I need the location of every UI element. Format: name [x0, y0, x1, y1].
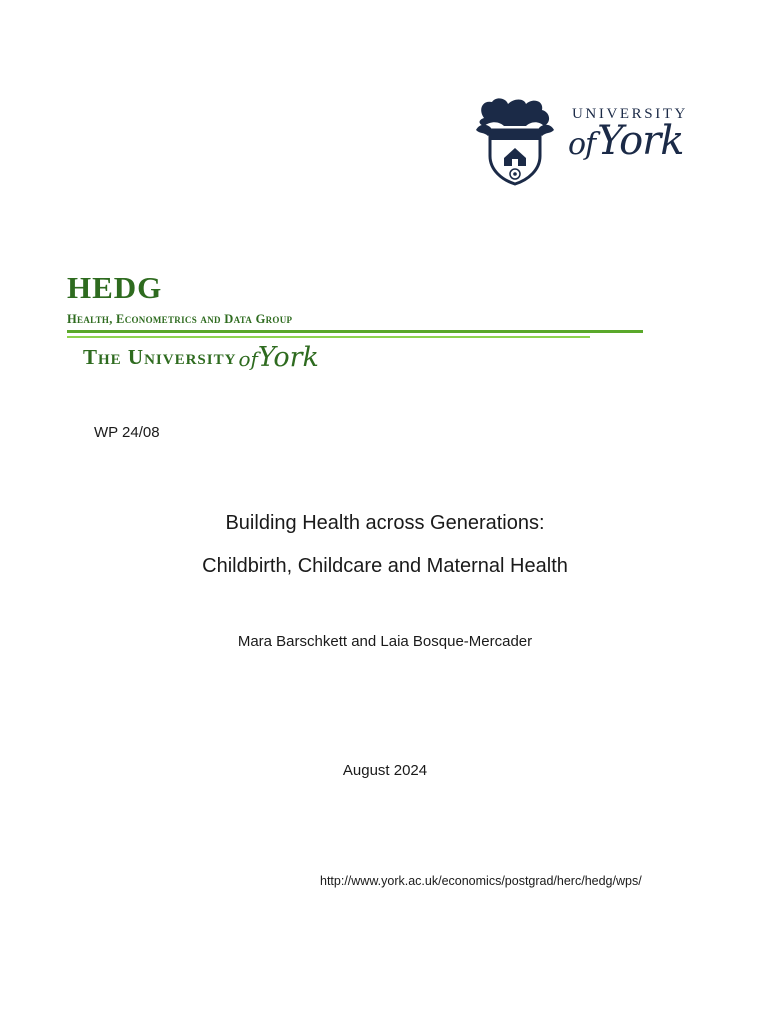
divider-rule: [67, 330, 643, 333]
university-york-script: ofYork: [238, 342, 319, 373]
paper-url-link[interactable]: http://www.york.ac.uk/economics/postgrad/herc/hedg/wps/: [320, 874, 642, 888]
university-text: The University: [83, 345, 237, 369]
hedg-title: HEDG: [67, 270, 163, 305]
divider-rule-secondary: [67, 336, 590, 338]
paper-date: August 2024: [342, 762, 428, 779]
paper-title-line-1: Building Health across Generations:: [225, 512, 545, 534]
paper-title-line-2: Childbirth, Childcare and Maternal Health: [202, 555, 568, 577]
york-logo-york-text: ofYork: [568, 118, 684, 164]
paper-authors: Mara Barschkett and Laia Bosque-Mercader: [237, 633, 533, 650]
working-paper-number: WP 24/08: [94, 424, 160, 441]
hedg-university-line: [83, 342, 319, 373]
york-logo-university-text: UNIVERSITY: [572, 106, 688, 122]
hedg-subtitle: Health, Econometrics and Data Group: [67, 312, 293, 326]
york-crest-icon: [474, 96, 556, 186]
university-of-york-logo: [474, 96, 714, 186]
